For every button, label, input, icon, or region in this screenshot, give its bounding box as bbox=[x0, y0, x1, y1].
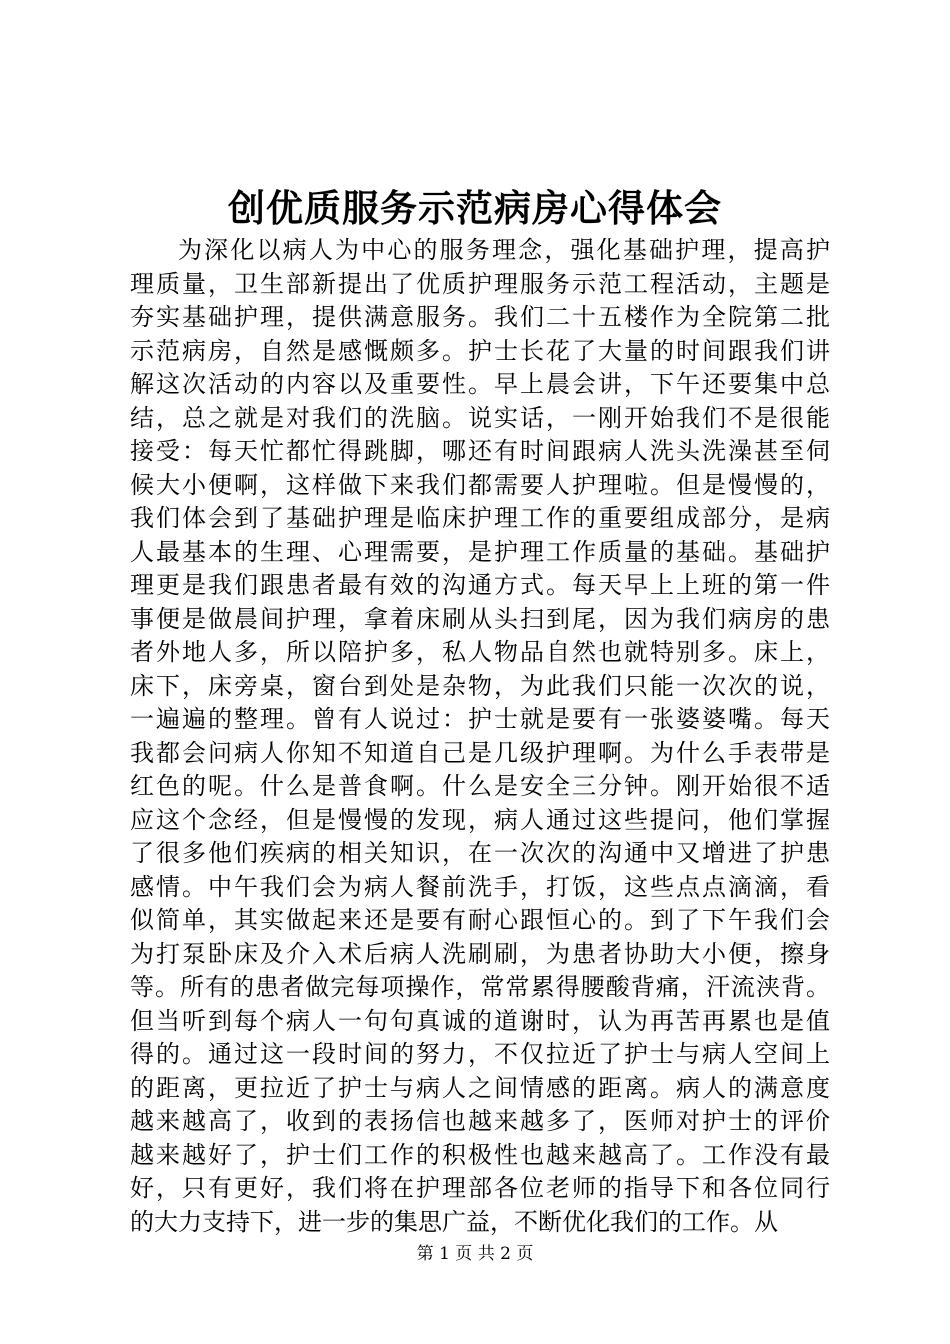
document-body bbox=[130, 234, 830, 1239]
body-text-line: 应这个念经，但是慢慢的发现，病人通过这些提问，他们掌握 bbox=[130, 805, 830, 834]
body-text-line: 但当听到每个病人一句句真诚的道谢时，认为再苦再累也是值 bbox=[130, 1006, 830, 1035]
body-text-line: 的距离，更拉近了护士与病人之间情感的距离。病人的满意度 bbox=[130, 1073, 830, 1102]
body-text-line: 了很多他们疾病的相关知识，在一次次的沟通中又增进了护患 bbox=[130, 839, 830, 867]
body-text-line: 的大力支持下，进一步的集思广益，不断优化我们的工作。从 bbox=[130, 1207, 778, 1236]
body-text-line: 解这次活动的内容以及重要性。早上晨会讲，下午还要集中总 bbox=[130, 370, 830, 398]
body-text-line: 越来越好了，护士们工作的积极性也越来越高了。工作没有最 bbox=[130, 1140, 830, 1169]
body-text-line: 夯实基础护理，提供满意服务。我们二十五楼作为全院第二批 bbox=[130, 303, 830, 331]
page-number: 第 1 页 共 2 页 bbox=[416, 1244, 534, 1264]
body-text-line: 接受：每天忙都忙得跳脚，哪还有时间跟病人洗头洗澡甚至伺 bbox=[130, 437, 830, 465]
body-text-line: 者外地人多，所以陪护多，私人物品自然也就特别多。床上， bbox=[130, 638, 830, 666]
body-text-line: 理更是我们跟患者最有效的沟通方式。每天早上上班的第一件 bbox=[130, 571, 830, 599]
document-title: 创优质服务示范病房心得体会 bbox=[228, 186, 722, 230]
body-text-line: 越来越高了，收到的表扬信也越来越多了，医师对护士的评价 bbox=[130, 1107, 830, 1135]
body-text-line: 一遍遍的整理。曾有人说过：护士就是要有一张婆婆嘴。每天 bbox=[130, 705, 830, 733]
body-text-line: 红色的呢。什么是普食啊。什么是安全三分钟。刚开始很不适 bbox=[130, 772, 830, 800]
body-text-line: 候大小便啊，这样做下来我们都需要人护理啦。但是慢慢的， bbox=[130, 470, 830, 499]
body-text-line: 似简单，其实做起来还是要有耐心跟恒心的。到了下午我们会 bbox=[130, 906, 830, 934]
body-text-line: 我们体会到了基础护理是临床护理工作的重要组成部分，是病 bbox=[130, 504, 830, 532]
body-text-line: 结，总之就是对我们的洗脑。说实话，一刚开始我们不是很能 bbox=[130, 403, 830, 432]
body-text-line: 理质量，卫生部新提出了优质护理服务示范工程活动，主题是 bbox=[130, 269, 830, 298]
body-text-line: 得的。通过这一段时间的努力，不仅拉近了护士与病人空间上 bbox=[130, 1040, 830, 1068]
body-text-line: 好，只有更好，我们将在护理部各位老师的指导下和各位同行 bbox=[130, 1174, 830, 1202]
body-text-line: 等。所有的患者做完每项操作，常常累得腰酸背痛，汗流浃背。 bbox=[130, 973, 830, 1001]
body-text-line: 为打泵卧床及介入术后病人洗刷刷，为患者协助大小便，擦身 bbox=[130, 939, 830, 968]
body-text-line: 示范病房，自然是感慨颇多。护士长花了大量的时间跟我们讲 bbox=[130, 336, 830, 365]
body-text-line: 为深化以病人为中心的服务理念，强化基础护理，提高护 bbox=[178, 236, 830, 264]
body-text-line: 事便是做晨间护理，拿着床刷从头扫到尾，因为我们病房的患 bbox=[130, 604, 830, 633]
body-text-line: 人最基本的生理、心理需要，是护理工作质量的基础。基础护 bbox=[130, 537, 830, 566]
body-text-line: 我都会问病人你知不知道自己是几级护理啊。为什么手表带是 bbox=[130, 738, 830, 767]
body-text-line: 感情。中午我们会为病人餐前洗手，打饭，这些点点滴滴，看 bbox=[130, 872, 830, 901]
body-text-line: 床下，床旁桌，窗台到处是杂物，为此我们只能一次次的说， bbox=[130, 671, 830, 700]
